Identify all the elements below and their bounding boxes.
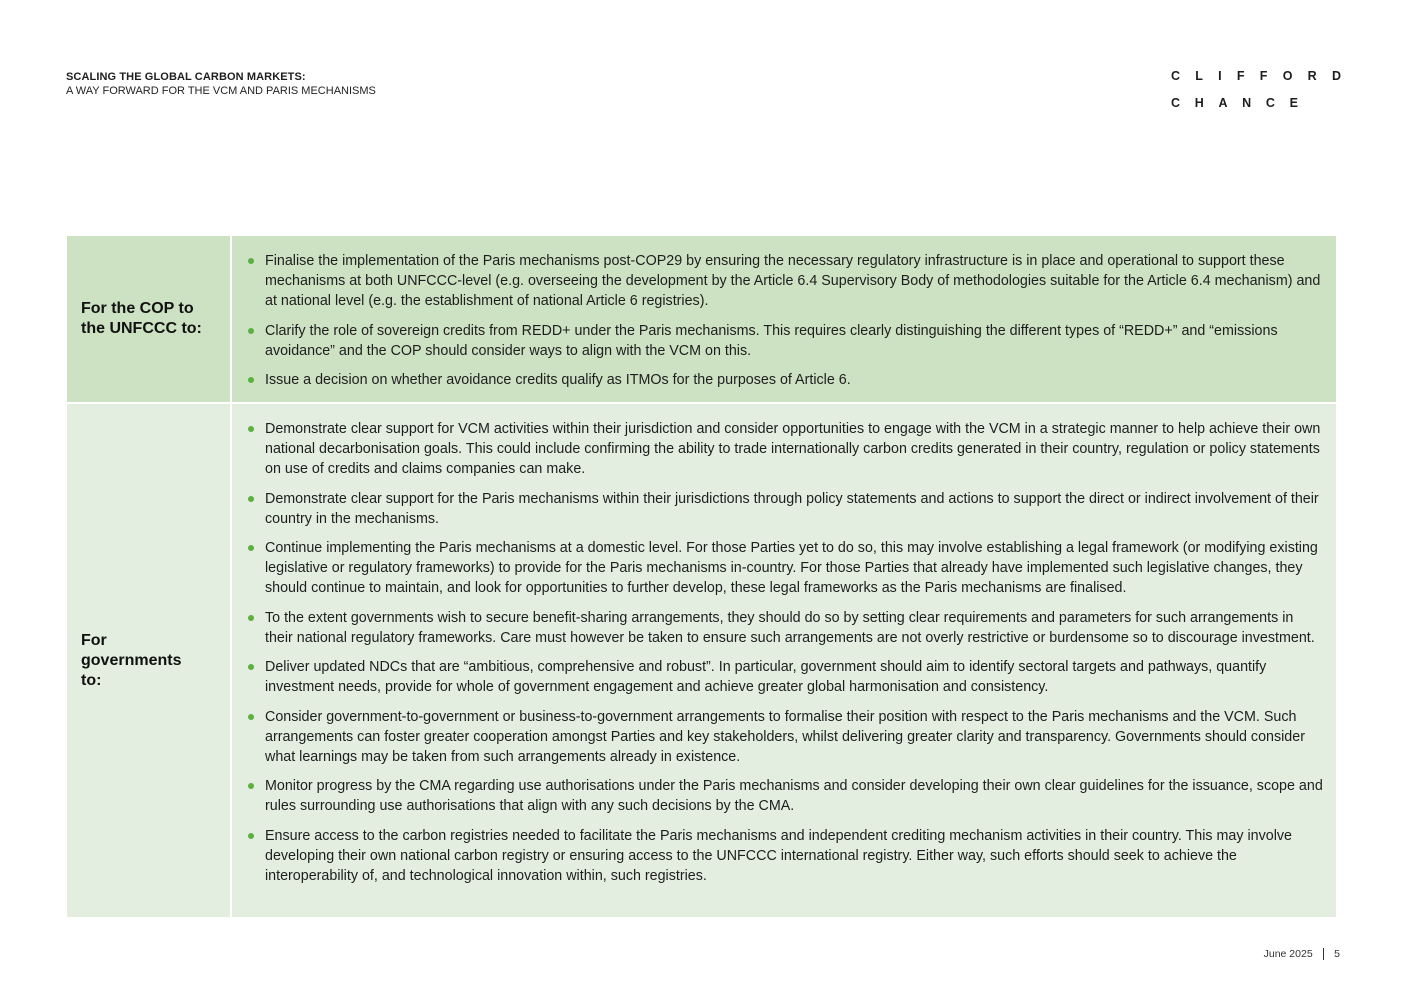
document-title: SCALING THE GLOBAL CARBON MARKETS: [66,71,306,83]
logo-line-1 [1171,63,1341,90]
document-subtitle: A WAY FORWARD FOR THE VCM AND PARIS MECHANISMS [66,85,376,97]
cop-recommendation-list [247,251,1324,390]
list-item [247,657,1324,697]
list-item-text: Monitor progress by the CMA regarding use authorisations under the Paris mechanisms and consider developing their own clear guidelines for the issuance, scope and rules surrounding use authorisations that align with any such decisions by the CMA. [265,778,1323,814]
list-item [247,538,1324,598]
row-label-cop: For the COP to the UNFCCC to: [81,300,202,337]
document-header [66,70,376,98]
logo-letter: L [1195,69,1203,83]
row-content-cop [232,236,1336,402]
footer-separator [1323,948,1325,960]
recommendations-table [67,236,1336,917]
footer-date: June 2025 [1263,948,1313,960]
bullet-icon [248,664,254,670]
page-number: 5 [1334,948,1340,960]
recommendation-row-governments [67,404,1336,917]
row-content-governments [232,404,1336,917]
bullet-icon [248,426,254,432]
logo-letter: D [1331,69,1341,83]
logo-letter: E [1289,96,1298,110]
list-item [247,419,1324,479]
page-footer [1230,948,1340,960]
bullet-icon [248,615,254,621]
bullet-icon [248,328,254,334]
list-item [247,370,1324,390]
bullet-icon [248,833,254,839]
list-item-text: Clarify the role of sovereign credits from REDD+ under the Paris mechanisms. This requires clearly distinguishing the different types of “REDD+” and “emissions avoidance” and the COP should consider ways to align with the VCM on this. [265,322,1278,359]
logo-letter: F [1259,69,1268,83]
bullet-icon [248,496,254,502]
logo-letter: F [1236,69,1245,83]
list-item [247,826,1324,886]
logo-line-2 [1171,90,1298,117]
logo-letter: N [1242,96,1252,110]
list-item-text: Continue implementing the Paris mechanisms at a domestic level. For those Parties yet to do so, this may involve establishing a legal framework (or modifying existing legislative or regulatory frameworks) to provide for the Paris mechanisms in-country. For those Parties that already have implemented such legislative changes, they should continue to maintain, and look for opportunities to further develop, these legal frameworks as the Paris mechanisms are finalised. [265,540,1318,596]
logo-letter: C [1171,96,1181,110]
logo-letter: A [1218,96,1228,110]
logo-letter: C [1265,96,1275,110]
bullet-icon [248,258,254,264]
list-item [247,707,1324,767]
governments-recommendation-list [247,419,1324,886]
recommendation-row-cop [67,236,1336,402]
list-item-text: Demonstrate clear support for the Paris mechanisms within their jurisdictions through policy statements and actions to support the direct or indirect involvement of their country in the mechanisms. [265,490,1319,527]
list-item-text: Issue a decision on whether avoidance credits qualify as ITMOs for the purposes of Article 6. [265,372,851,388]
bullet-icon [248,783,254,789]
list-item-text: Deliver updated NDCs that are “ambitious, comprehensive and robust”. In particular, government should aim to identify sectoral targets and pathways, quantify investment needs, provide for whole of government engagement and achieve greater global harmonisation and consistency. [265,659,1267,695]
list-item [247,321,1324,361]
clifford-chance-logo [1171,63,1341,117]
logo-letter: O [1282,69,1293,83]
list-item [247,251,1324,311]
list-item [247,776,1324,816]
row-label-governments: For governments to: [81,631,182,689]
list-item-text: Demonstrate clear support for VCM activities within their jurisdiction and consider opportunities to engage with the VCM in a strategic manner to help achieve their own national decarbonisation goals. This could include confirming the ability to trade internationally carbon credits generated in their country, regulation or policy statements on use of credits and claims companies can make. [265,421,1321,477]
list-item-text: Consider government-to-government or business-to-government arrangements to formalise their position with respect to the Paris mechanisms and the VCM. Such arrangements can foster greater cooperation amongst Parties and key stakeholders, whilst delivering greater clarity and transparency. Governments should consider what learnings may be taken from such arrangements already in existence. [265,708,1305,765]
list-item [247,489,1324,529]
list-item-text: Ensure access to the carbon registries needed to facilitate the Paris mechanisms and independent crediting mechanism activities in their country. This may involve developing their own national carbon registry or ensuring access to the UNFCCC international registry. Either way, such efforts should seek to achieve the interoperability of, and technological innovation within, such registries. [265,827,1292,884]
logo-letter: H [1194,96,1204,110]
list-item-text: To the extent governments wish to secure benefit-sharing arrangements, they should do so by setting clear requirements and parameters for such arrangements in their national regulatory frameworks. Care must however be taken to ensure such arrangements are not overly restrictive or burdensome so to discourage investment. [265,609,1315,646]
bullet-icon [248,377,254,383]
list-item [247,608,1324,648]
logo-letter: I [1218,69,1222,83]
list-item-text: Finalise the implementation of the Paris mechanisms post-COP29 by ensuring the necessary regulatory infrastructure is in place and operational to support these mechanisms at both UNFCCC-level (e.g. overseeing the development by the Article 6.4 Supervisory Body of methodologies suitable for the Article 6.4 mechanism) and at national level (e.g. the establishment of national Article 6 registries). [265,253,1321,309]
bullet-icon [248,545,254,551]
logo-letter: R [1307,69,1317,83]
logo-letter: C [1171,69,1181,83]
bullet-icon [248,714,254,720]
